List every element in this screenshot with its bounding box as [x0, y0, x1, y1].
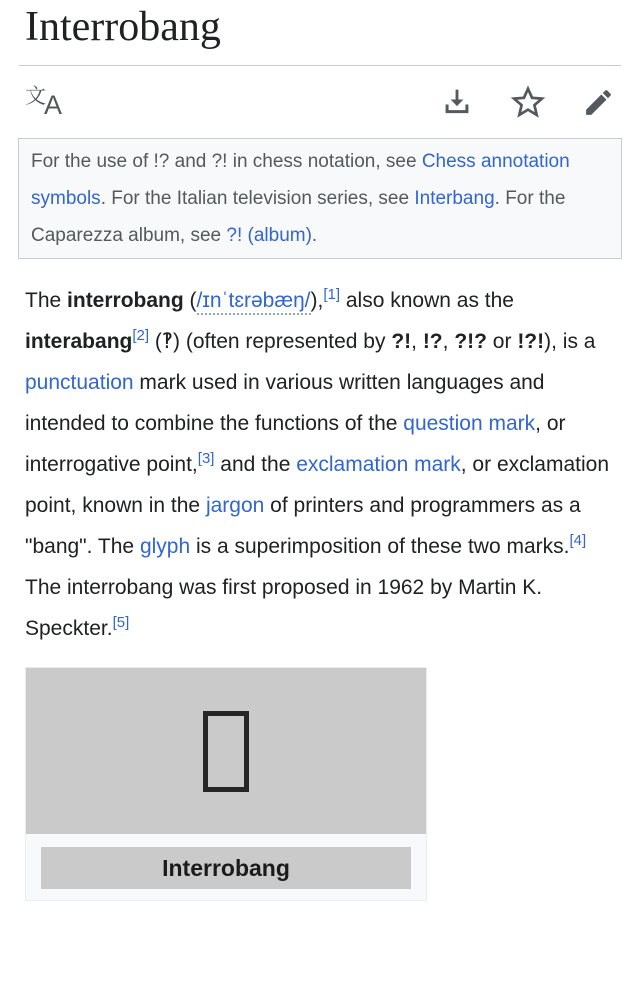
- lead-paragraph: [25, 280, 616, 649]
- text-run: mark used in various written languages and intended to combine the functions of the: [25, 371, 545, 435]
- text-run: (‽) (often represented by: [149, 330, 392, 353]
- text-run: (: [183, 289, 197, 312]
- language-glyph: [25, 86, 62, 119]
- text-run: For the use of !? and ?! in chess notation, see: [31, 151, 422, 172]
- ref-2[interactable]: [2]: [132, 327, 150, 344]
- text-run: or: [486, 330, 518, 353]
- reference-marker: [323, 286, 340, 303]
- ref-3[interactable]: [3]: [197, 450, 215, 467]
- ref-4[interactable]: [4]: [569, 532, 587, 549]
- link-jargon[interactable]: jargon: [205, 494, 265, 517]
- text-run: ,: [442, 330, 455, 353]
- text-run: The: [25, 289, 68, 312]
- infobox: [25, 667, 427, 901]
- reference-marker: [113, 614, 130, 631]
- link-exclamation-mark[interactable]: exclamation mark: [296, 453, 461, 476]
- language-icon[interactable]: [25, 86, 62, 119]
- infobox-caption: [26, 834, 426, 900]
- text-run: and the: [214, 453, 297, 476]
- star-icon-glyph: [510, 84, 546, 120]
- watchlist-star-icon[interactable]: [510, 84, 546, 120]
- page-actions-bar: [0, 66, 640, 138]
- download-icon[interactable]: [440, 85, 474, 119]
- link-question-mark[interactable]: question mark: [403, 412, 536, 435]
- ref-5[interactable]: [5]: [112, 614, 130, 631]
- text-run: interabang: [25, 330, 133, 353]
- text-run: ),: [310, 289, 324, 312]
- interrobang-image[interactable]: [26, 668, 426, 834]
- reference-marker: [198, 450, 215, 467]
- actions-right-group: [440, 84, 615, 120]
- text-run: , or exclamation point, known in the: [25, 453, 609, 517]
- language-glyph-a: A: [44, 89, 63, 120]
- text-run: ?!: [391, 330, 412, 353]
- text-run: , or interrogative point,: [25, 412, 566, 476]
- text-run: The interrobang was first proposed in 1962 by Martin K. Speckter.: [25, 576, 543, 640]
- text-run: also known as the: [340, 289, 514, 312]
- hatnote: [18, 138, 622, 259]
- edit-pencil-icon[interactable]: [582, 86, 615, 119]
- download-icon-glyph: [440, 85, 474, 119]
- pencil-icon-glyph: [582, 86, 615, 119]
- reference-marker: [569, 532, 586, 549]
- reference-marker: [132, 327, 149, 344]
- link-glyph[interactable]: glyph: [139, 535, 191, 558]
- interrobang-tofu-glyph: [203, 711, 249, 792]
- link-ipa-pronunciation[interactable]: /ɪnˈtɛrəbæŋ/: [197, 289, 311, 315]
- link-chess-annotation-symbols[interactable]: Chess annotation symbols: [31, 151, 570, 209]
- text-run: of printers and programmers as a "bang". The: [25, 494, 581, 558]
- language-glyph-wen: 文: [25, 84, 46, 108]
- text-run: . For the Italian television series, see: [100, 188, 415, 209]
- text-run: ,: [411, 330, 423, 353]
- text-run: .: [311, 225, 318, 246]
- infobox-caption-bar: Interrobang: [41, 847, 411, 889]
- text-run: interrobang: [67, 289, 184, 312]
- text-run: ?!?: [454, 330, 487, 353]
- link-interbang[interactable]: Interbang: [414, 188, 495, 209]
- text-run: ), is a: [544, 330, 596, 353]
- ref-1[interactable]: [1]: [323, 286, 341, 303]
- text-run: !?: [422, 330, 443, 353]
- text-run: is a superimposition of these two marks.: [190, 535, 570, 558]
- link-album[interactable]: ?! (album): [226, 225, 312, 246]
- link-punctuation[interactable]: punctuation: [25, 371, 134, 394]
- page-title: Interrobang: [25, 4, 221, 50]
- text-run: !?!: [517, 330, 545, 353]
- text-run: . For the Caparezza album, see: [31, 188, 566, 246]
